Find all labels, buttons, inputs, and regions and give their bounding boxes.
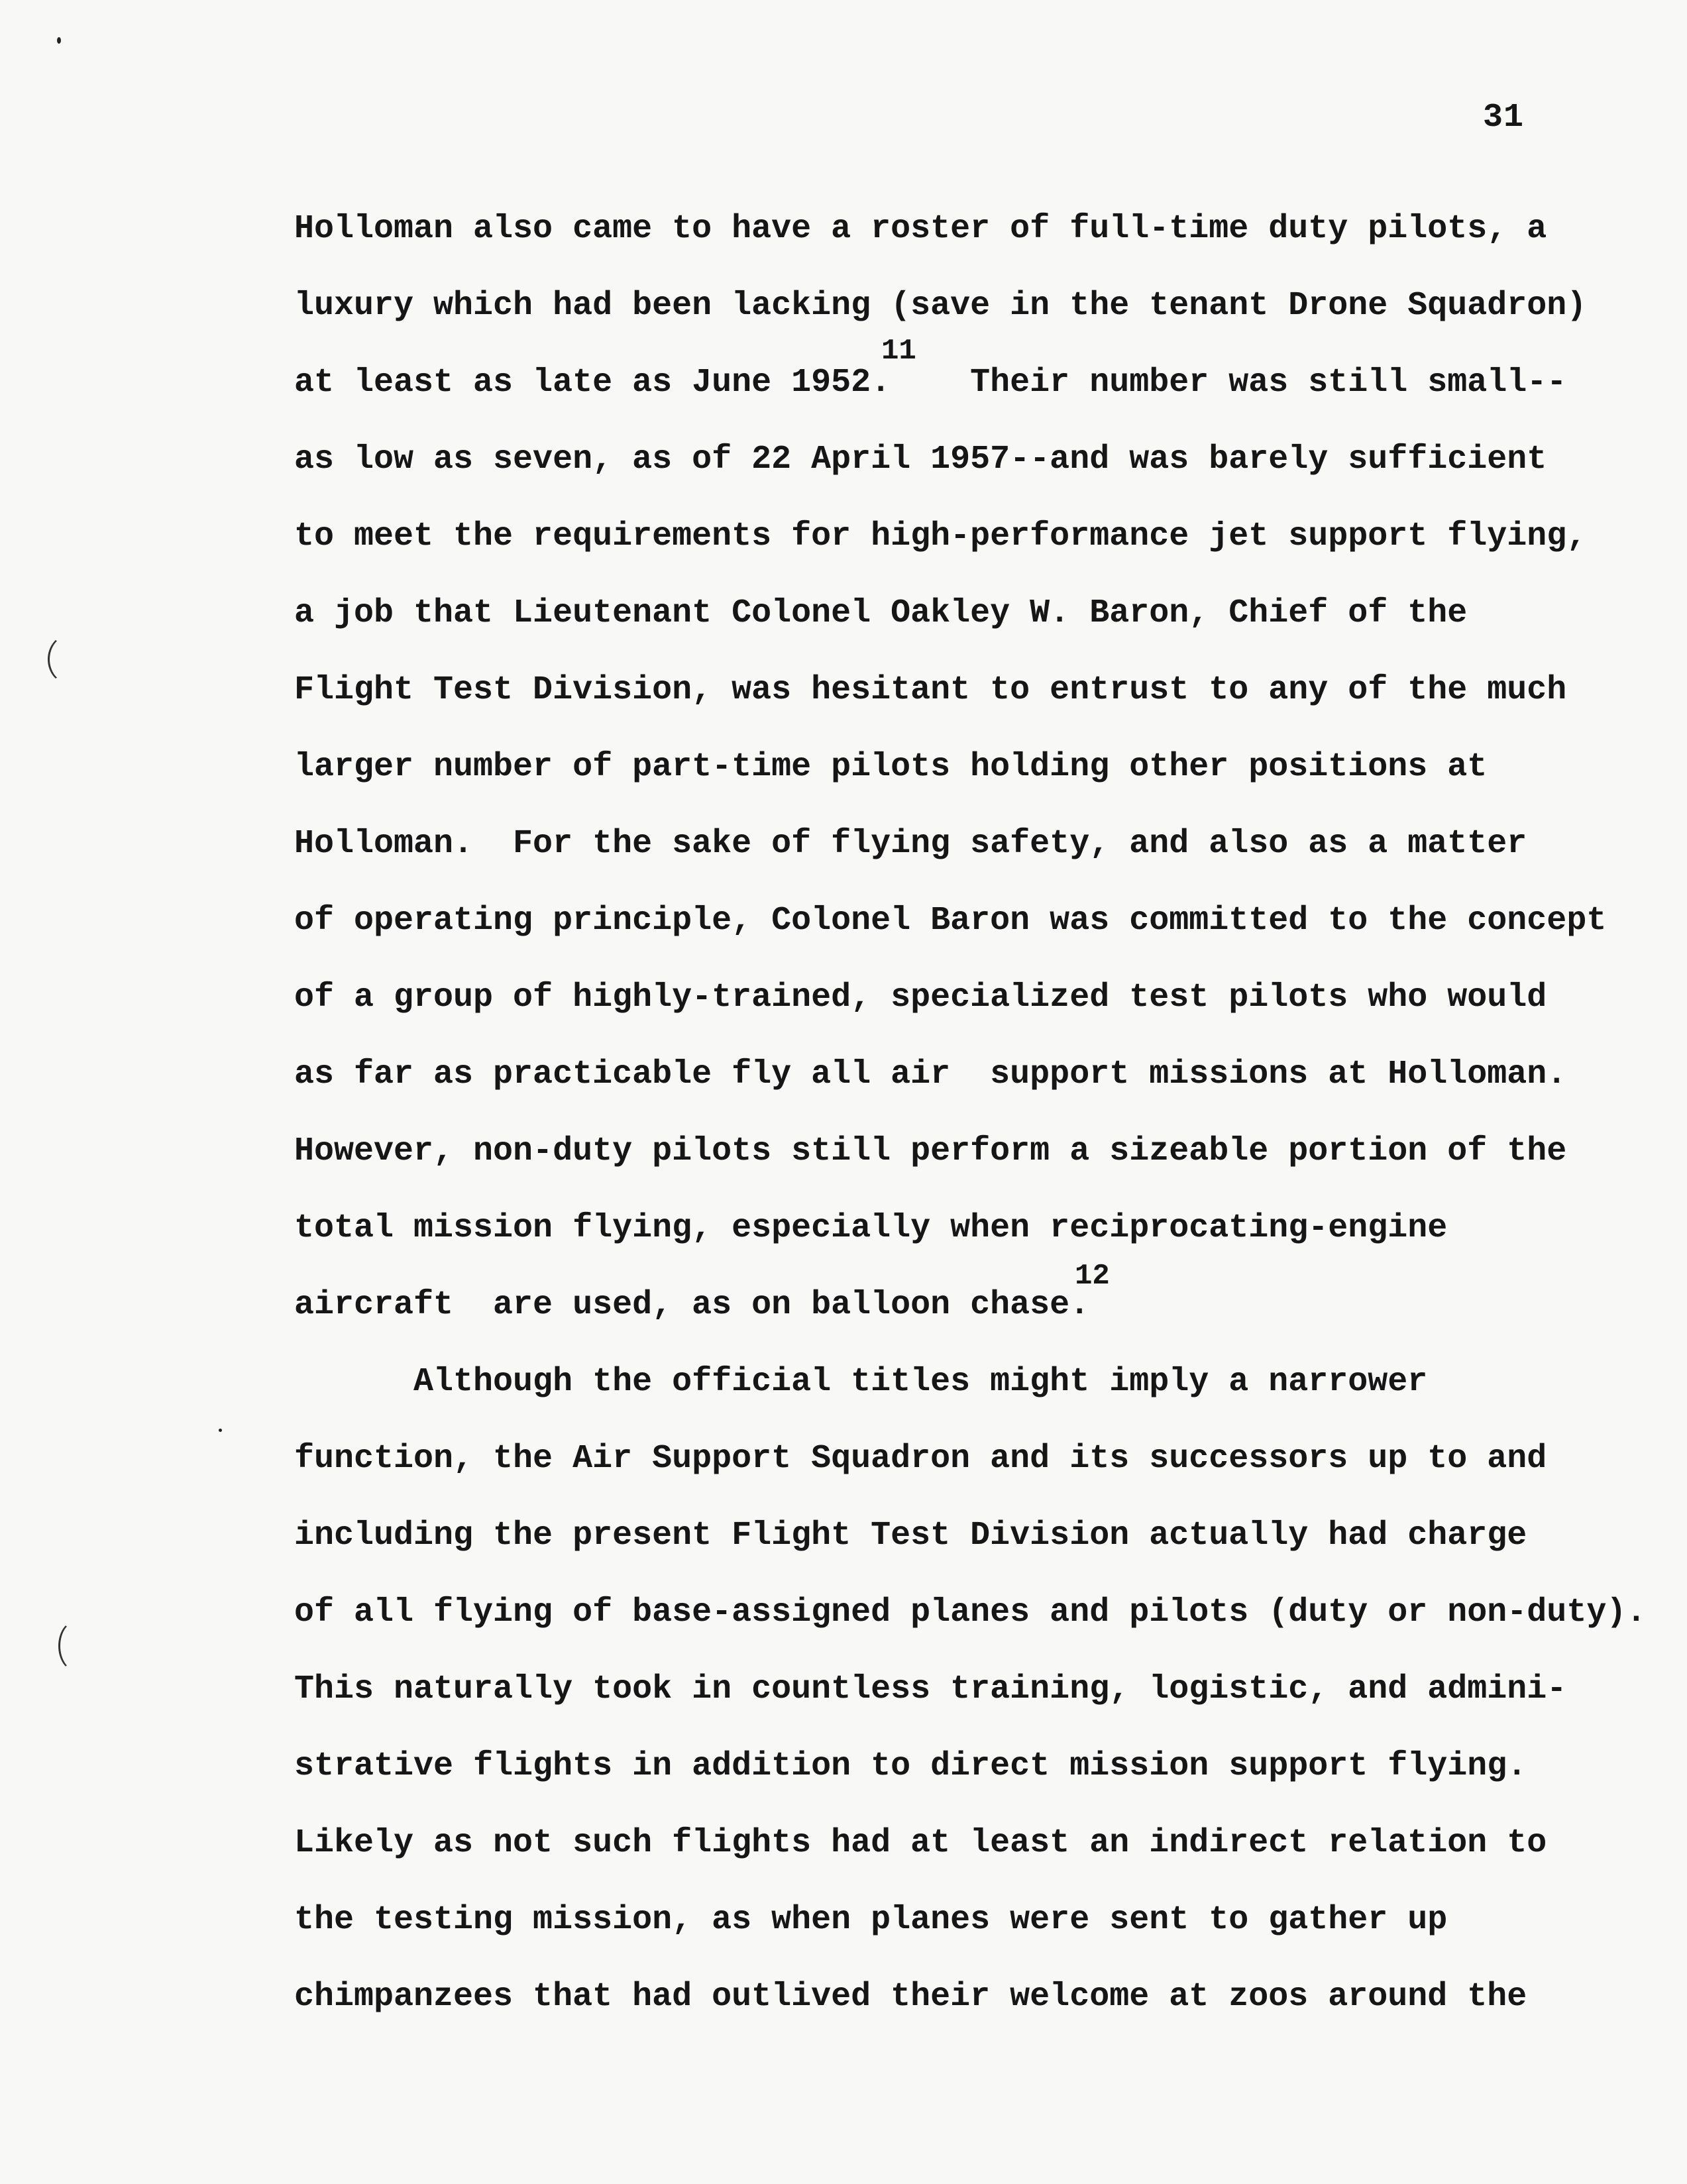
scan-speck	[219, 1429, 222, 1432]
text-line: of all flying of base-assigned planes and pilots (duty or non-duty).	[294, 1594, 1647, 1631]
text-line: Likely as not such flights had at least an indirect relation to	[294, 1824, 1547, 1862]
punch-hole-mark-upper	[48, 635, 89, 684]
page-number: 31	[1483, 99, 1525, 136]
text-line: the testing mission, as when planes were sent to gather up	[294, 1901, 1448, 1939]
footnote-marker: 11	[881, 335, 916, 368]
text-line: a job that Lieutenant Colonel Oakley W. Baron, Chief of the	[294, 594, 1468, 632]
text-line: as low as seven, as of 22 April 1957--and was barely sufficient	[294, 441, 1547, 478]
scan-speck	[57, 37, 61, 44]
text-line: This naturally took in countless training, logistic, and admini-	[294, 1670, 1567, 1708]
text-line: total mission flying, especially when reciprocating-engine	[294, 1209, 1448, 1247]
text-line: Holloman also came to have a roster of full-time duty pilots, a	[294, 210, 1547, 248]
text-line: including the present Flight Test Division actually had charge	[294, 1517, 1527, 1555]
text-line: luxury which had been lacking (save in the tenant Drone Squadron)	[294, 287, 1587, 325]
text-line: to meet the requirements for high-performance jet support flying,	[294, 518, 1587, 555]
text-line: Although the official titles might imply a narrower	[294, 1363, 1428, 1401]
text-line: Holloman. For the sake of flying safety, and also as a matter	[294, 825, 1527, 863]
text-line: at least as late as June 1952. Their number was still small--	[294, 364, 1567, 402]
text-line: function, the Air Support Squadron and its successors up to and	[294, 1440, 1547, 1478]
text-line: However, non-duty pilots still perform a sizeable portion of the	[294, 1132, 1567, 1170]
text-line: of a group of highly-trained, specialized test pilots who would	[294, 979, 1547, 1016]
text-line: larger number of part-time pilots holding other positions at	[294, 748, 1488, 786]
text-line: aircraft are used, as on balloon chase.	[294, 1286, 1090, 1324]
punch-hole-mark-lower	[58, 1621, 93, 1671]
text-line: strative flights in addition to direct mission support flying.	[294, 1747, 1527, 1785]
footnote-marker: 12	[1075, 1260, 1110, 1293]
text-line: as far as practicable fly all air support missions at Holloman.	[294, 1056, 1567, 1093]
text-line: of operating principle, Colonel Baron was committed to the concept	[294, 902, 1607, 940]
text-line: Flight Test Division, was hesitant to entrust to any of the much	[294, 671, 1567, 709]
text-line: chimpanzees that had outlived their welcome at zoos around the	[294, 1978, 1527, 2016]
